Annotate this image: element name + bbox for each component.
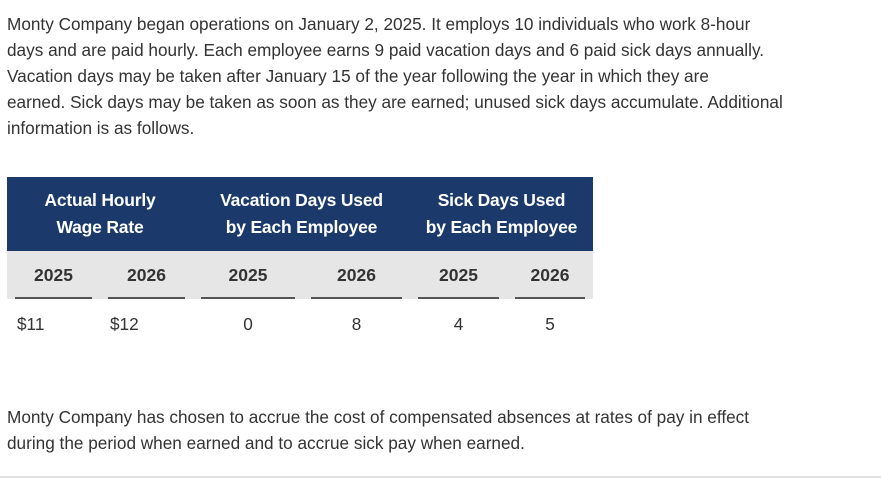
page-divider: [0, 476, 881, 478]
header-sick-days: [410, 177, 593, 251]
year-text: 2026: [337, 264, 376, 285]
year-text: 2025: [439, 264, 478, 285]
year-cell: [507, 251, 593, 299]
divider: [15, 297, 92, 299]
divider: [201, 297, 295, 299]
year-text: 2025: [34, 264, 73, 285]
wage-2026: $12: [110, 313, 139, 334]
intro-line: days and are paid hourly. Each employee earns 9 paid vacation days and 6 paid sick days annually.: [7, 40, 765, 60]
header-text: by Each Employee: [425, 217, 578, 237]
header-text: Actual Hourly: [44, 190, 156, 210]
outro-line: during the period when earned and to accrue sick pay when earned.: [7, 433, 525, 453]
sick-2026: 5: [545, 313, 555, 334]
table-header-row: [7, 177, 593, 251]
year-cell: [7, 251, 100, 299]
header-text: Sick Days Used: [437, 190, 566, 210]
divider: [311, 297, 402, 299]
wage-2025: $11: [17, 313, 45, 334]
header-vacation-days: [193, 177, 410, 251]
header-text: Vacation Days Used: [220, 190, 383, 210]
table-year-row: [7, 251, 593, 299]
divider: [108, 297, 185, 299]
header-text: Wage Rate: [56, 217, 144, 237]
intro-line: earned. Sick days may be taken as soon as they are earned; unused sick days accumulate. Additional: [7, 92, 783, 112]
sick-2025: 4: [453, 313, 464, 334]
problem-intro: [7, 11, 875, 141]
divider: [418, 297, 499, 299]
data-table: [7, 177, 593, 349]
year-cell: [193, 251, 303, 299]
header-wage-rate: [7, 177, 193, 251]
year-cell: [303, 251, 410, 299]
divider: [515, 297, 585, 299]
table-row: [7, 299, 593, 349]
year-cell: [410, 251, 507, 299]
year-cell: [100, 251, 193, 299]
header-text: by Each Employee: [225, 217, 378, 237]
year-text: 2026: [530, 264, 570, 285]
year-text: 2026: [127, 264, 166, 285]
intro-line: information is as follows.: [7, 118, 195, 138]
vacation-2025: 0: [243, 313, 253, 334]
outro-line: Monty Company has chosen to accrue the cost of compensated absences at rates of pay in effect: [7, 407, 750, 427]
problem-note: [7, 404, 875, 456]
intro-line: Vacation days may be taken after January 15 of the year following the year in which they are: [7, 66, 709, 86]
vacation-2026: 8: [351, 313, 362, 334]
intro-line: Monty Company began operations on January 2, 2025. It employs 10 individuals who work 8-hour: [7, 14, 751, 34]
year-text: 2025: [228, 264, 268, 285]
